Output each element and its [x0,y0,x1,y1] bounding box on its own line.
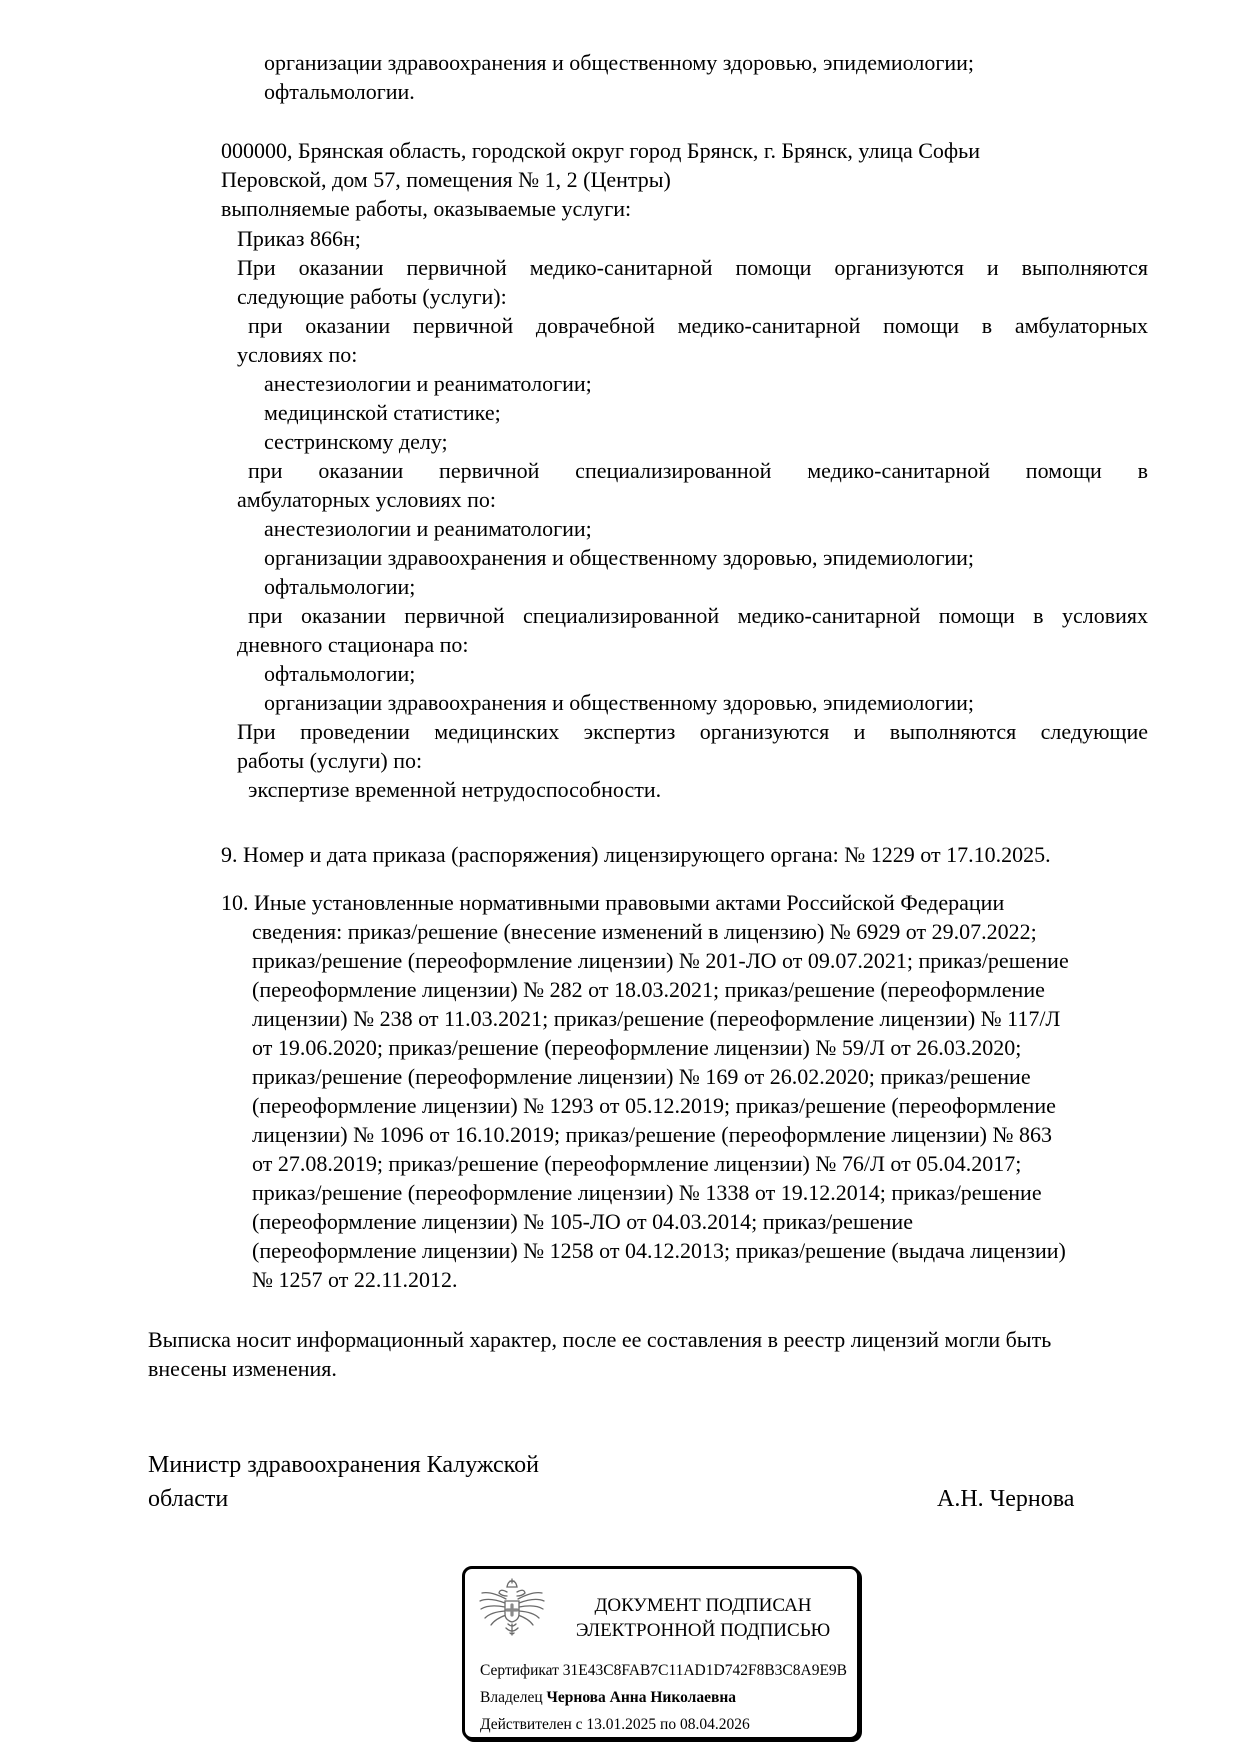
doc-line: офтальмологии. [264,79,415,104]
item-9-order-number [0,840,1241,869]
signature-block [0,1448,1241,1516]
doc-line: лицензии) № 238 от 11.03.2021; приказ/решение (переоформление лицензии) № 117/Л [252,1006,1061,1031]
doc-line: приказ/решение (переоформление лицензии) № 201-ЛО от 09.07.2021; приказ/решение [252,948,1069,973]
owner-label: Владелец [480,1689,543,1706]
stamp-title [557,1593,849,1643]
doc-line: офтальмологии; [264,574,416,599]
doc-line: (переоформление лицензии) № 1293 от 05.12.2019; приказ/решение (переоформление [252,1093,1056,1118]
item-9-text: 9. Номер и дата приказа (распоряжения) лицензирующего органа: № 1229 от 17.10.2025. [221,842,1051,867]
address-lines [0,136,1241,194]
doc-line: условиях по: [237,342,358,367]
doc-line: ЭЛЕКТРОННОЙ ПОДПИСЬЮ [575,1620,831,1641]
item-10-other-info [0,888,1241,1294]
doc-line: внесены изменения. [148,1356,337,1381]
doc-line: организации здравоохранения и общественному здоровью, эпидемиологии; [264,690,975,715]
doc-line: Приказ 866н; [237,226,361,251]
doc-line: (переоформление лицензии) № 105-ЛО от 04.03.2014; приказ/решение [252,1209,913,1234]
services-list [0,224,1241,804]
certificate-label: Сертификат [480,1662,559,1679]
doc-line: Министр здравоохранения Калужской [148,1452,539,1478]
owner-name: Чернова Анна Николаевна [546,1689,736,1706]
doc-line: При проведении медицинских экспертиз организуются и выполняются следующие [237,719,1148,744]
doc-line: медицинской статистике; [264,400,501,425]
doc-line: анестезиологии и реаниматологии; [264,516,592,541]
address-block [0,136,1241,223]
validity-row: Действителен с 13.01.2025 по 08.04.2026 [480,1716,750,1733]
signer-name: А.Н. Чернова [937,1486,1075,1512]
doc-line: (переоформление лицензии) № 282 от 18.03.2021; приказ/решение (переоформление [252,977,1045,1002]
doc-line: при оказании первичной специализированной медико-санитарной помощи в условиях [248,603,1148,628]
doc-line: офтальмологии; [264,661,416,686]
eagle-emblem-icon [477,1577,547,1649]
doc-line: Выписка носит информационный характер, после ее составления в реестр лицензий могли быть [148,1327,1052,1352]
informational-note [0,1325,1241,1383]
doc-line: анестезиологии и реаниматологии; [264,371,592,396]
owner-row [480,1684,847,1711]
doc-line: работы (услуги) по: [237,748,423,773]
doc-line: от 19.06.2020; приказ/решение (переоформление лицензии) № 59/Л от 26.03.2020; [252,1035,1022,1060]
doc-line: следующие работы (услуги): [237,284,507,309]
doc-line: при оказании первичной доврачебной медико-санитарной помощи в амбулаторных [248,313,1148,338]
doc-line: приказ/решение (переоформление лицензии) № 1338 от 19.12.2014; приказ/решение [252,1180,1042,1205]
doc-line: организации здравоохранения и общественному здоровью, эпидемиологии; [264,545,975,570]
doc-line: сведения: приказ/решение (внесение изменений в лицензию) № 6929 от 29.07.2022; [252,919,1037,944]
doc-line: дневного стационара по: [237,632,469,657]
doc-line: сестринскому делу; [264,429,448,454]
doc-line: Перовской, дом 57, помещения № 1, 2 (Центры) [221,167,671,192]
doc-line: При оказании первичной медико-санитарной помощи организуются и выполняются [237,255,1148,280]
doc-line: 000000, Брянская область, городской округ город Брянск, г. Брянск, улица Софьи [221,138,980,163]
doc-line: организации здравоохранения и общественному здоровью, эпидемиологии; [264,50,975,75]
works-label: выполняемые работы, оказываемые услуги: [221,196,632,221]
doc-line: № 1257 от 22.11.2012. [252,1267,458,1292]
stamp-details [480,1657,847,1738]
doc-line: 10. Иные установленные нормативными правовыми актами Российской Федерации [221,890,1005,915]
doc-line: приказ/решение (переоформление лицензии) № 169 от 26.02.2020; приказ/решение [252,1064,1031,1089]
doc-line: лицензии) № 1096 от 16.10.2019; приказ/решение (переоформление лицензии) № 863 [252,1122,1052,1147]
doc-line: от 27.08.2019; приказ/решение (переоформление лицензии) № 76/Л от 05.04.2017; [252,1151,1022,1176]
doc-line: экспертизе временной нетрудоспособности. [248,777,662,802]
doc-line: области [148,1486,229,1512]
certificate-row [480,1657,847,1684]
doc-line: (переоформление лицензии) № 1258 от 04.12.2013; приказ/решение (выдача лицензии) [252,1238,1066,1263]
electronic-signature-stamp [462,1566,860,1740]
doc-line: амбулаторных условиях по: [237,487,497,512]
services-list-continuation [0,48,1241,106]
certificate-value: 31E43C8FAB7C11AD1D742F8B3C8A9E9B [562,1662,847,1679]
doc-line: ДОКУМЕНТ ПОДПИСАН [594,1595,812,1616]
doc-line: при оказании первичной специализированной медико-санитарной помощи в [248,458,1148,483]
